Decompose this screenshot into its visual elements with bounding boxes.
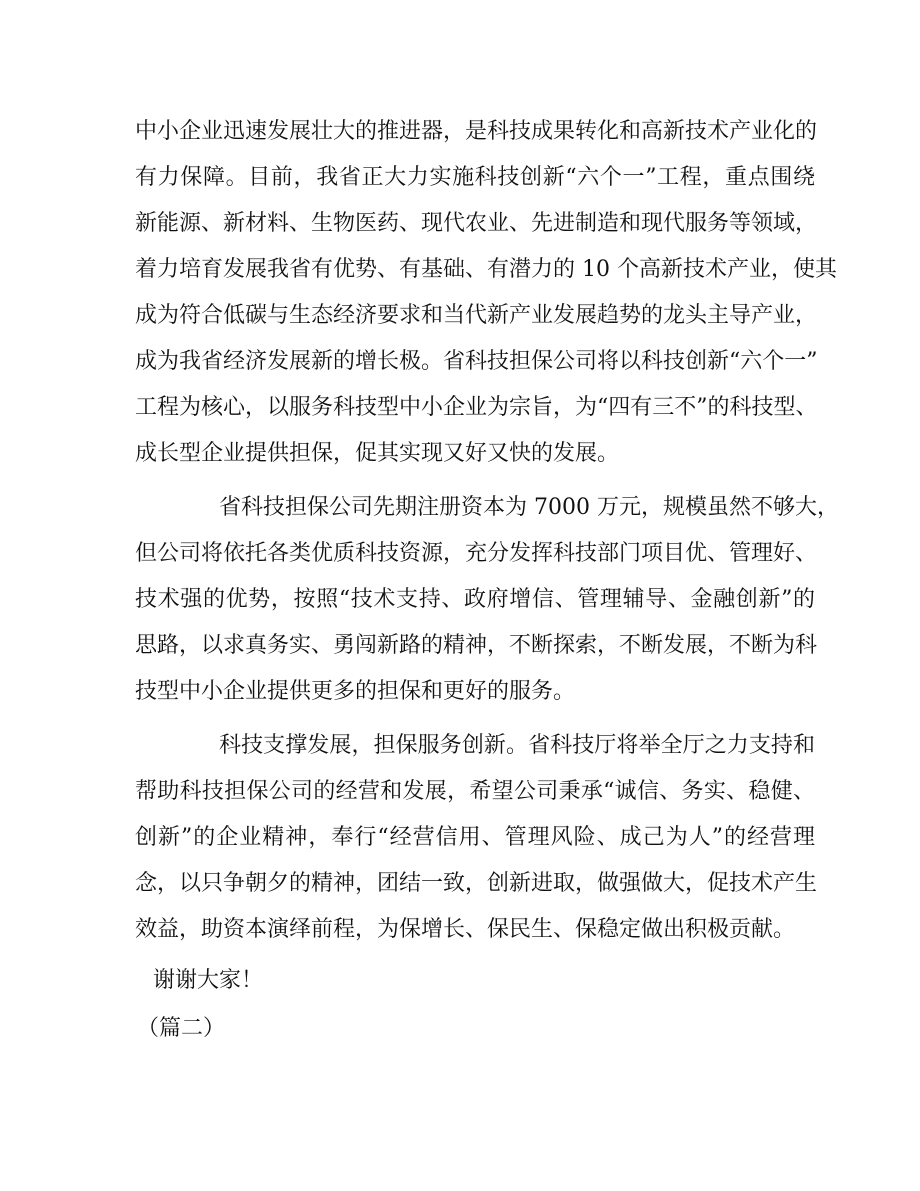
text-line: 创新”的企业精神，奉行“经营信用、管理风险、成己为人”的经营理: [135, 825, 815, 850]
text-line: 成为我省经济发展新的增长极。省科技担保公司将以科技创新“六个一”: [135, 349, 818, 374]
text-line: 成长型企业提供担保，促其实现又好又快的发展。: [135, 441, 620, 466]
text-line: 思路，以求真务实、勇闯新路的精神，不断探索，不断发展，不断为科: [135, 633, 818, 658]
text-line: 有力保障。目前，我省正大力实施科技创新“六个一”工程，重点围绕: [135, 165, 815, 190]
closing-line: 谢谢大家！: [153, 968, 264, 993]
text-line: 帮助科技担保公司的经营和发展，希望公司秉承“诚信、务实、稳健、: [135, 779, 815, 804]
text-line: 着力培育发展我省有优势、有基础、有潜力的 10 个高新技术产业，使其: [135, 257, 837, 282]
text-line: 效益，助资本演绎前程，为保增长、保民生、保稳定做出积极贡献。: [135, 917, 796, 942]
text-line: 省科技担保公司先期注册资本为 7000 万元，规模虽然不够大，: [219, 495, 839, 520]
text-line: 工程为核心，以服务科技型中小企业为宗旨，为“四有三不”的科技型、: [135, 395, 818, 420]
text-line: 技型中小企业提供更多的担保和更好的服务。: [135, 679, 576, 704]
text-line: 但公司将依托各类优质科技资源，充分发挥科技部门项目优、管理好、: [135, 541, 818, 566]
text-line: 科技支撑发展，担保服务创新。省科技厅将举全厅之力支持和: [219, 733, 815, 758]
text-line: 成为符合低碳与生态经济要求和当代新产业发展趋势的龙头主导产业，: [135, 303, 818, 328]
section-marker: （篇二）: [137, 1016, 226, 1041]
text-line: 中小企业迅速发展壮大的推进器，是科技成果转化和高新技术产业化的: [135, 119, 818, 144]
text-line: 新能源、新材料、生物医药、现代农业、先进制造和现代服务等领域，: [135, 211, 818, 236]
text-line: 技术强的优势，按照“技术支持、政府增信、管理辅导、金融创新”的: [135, 587, 815, 612]
text-line: 念，以只争朝夕的精神，团结一致，创新进取，做强做大，促技术产生: [135, 871, 818, 896]
